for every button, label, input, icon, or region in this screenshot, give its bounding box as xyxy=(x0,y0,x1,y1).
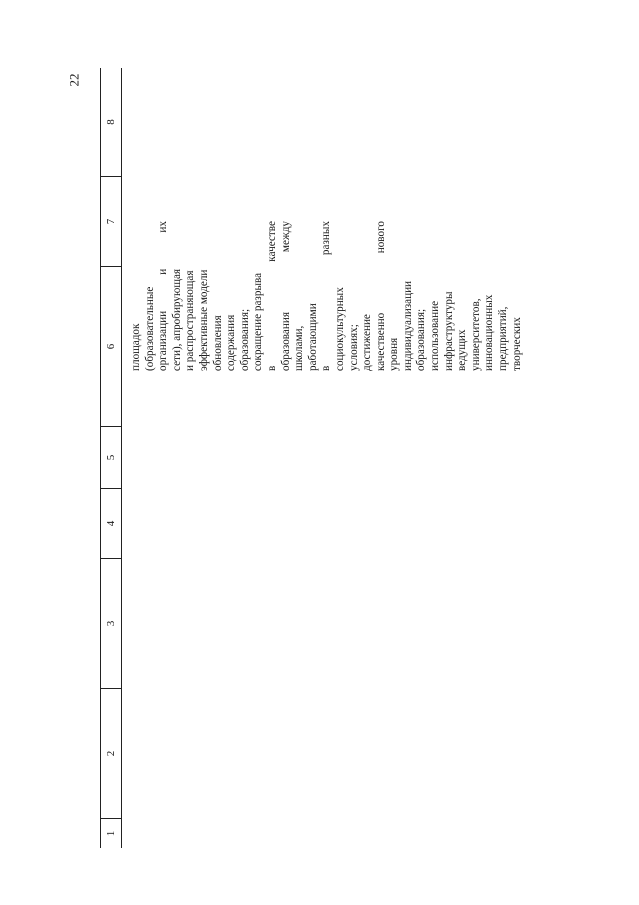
text-line: ведущих xyxy=(456,329,469,371)
rotated-table xyxy=(100,68,580,848)
text-line: организации и их xyxy=(157,221,170,371)
text-line: образования; xyxy=(238,308,251,371)
text-line: предприятий, xyxy=(497,306,510,371)
text-line: работающими xyxy=(306,303,319,371)
text-line: в качестве xyxy=(265,221,278,371)
column-header-8: 8 xyxy=(105,119,117,125)
text-line: качественно нового xyxy=(374,221,387,371)
table-header-row xyxy=(100,68,122,848)
text-line: эффективные модели xyxy=(197,269,210,371)
text-line: в разных xyxy=(320,221,333,371)
text-line: условиях; xyxy=(347,324,360,371)
column-header-2: 2 xyxy=(101,688,121,818)
text-line: школами, xyxy=(293,325,306,371)
text-line: творческих xyxy=(510,317,523,371)
column-header-7: 7 xyxy=(101,176,121,266)
column-header-4: 4 xyxy=(101,488,121,558)
text-line: содержания xyxy=(225,314,238,371)
text-line: инновационных xyxy=(483,294,496,371)
column-header-6: 6 xyxy=(101,266,121,426)
column-header-5: 5 xyxy=(101,426,121,488)
column-6-content xyxy=(130,221,524,371)
text-line: (образовательные xyxy=(143,286,156,371)
text-line: образования; xyxy=(415,308,428,371)
text-line: уровня xyxy=(388,337,401,371)
text-line: сокращение разрыва xyxy=(252,272,265,371)
text-line: инфраструктуры xyxy=(442,291,455,371)
text-line: образования между xyxy=(279,221,292,371)
text-line: использование xyxy=(429,300,442,371)
text-line: достижение xyxy=(361,314,374,371)
text-line: площадок xyxy=(130,323,142,371)
text-line: и распространяющая xyxy=(184,270,197,371)
column-header-3: 3 xyxy=(101,558,121,688)
text-line: сети), апробирующая xyxy=(170,268,183,371)
text-line: обновления xyxy=(211,315,224,371)
column-header-1: 1 xyxy=(101,818,121,848)
text-line: социокультурных xyxy=(333,287,346,371)
text-line: индивидуализации xyxy=(401,280,414,371)
text-line: университетов, xyxy=(469,298,482,371)
page-number: 22 xyxy=(66,73,82,87)
